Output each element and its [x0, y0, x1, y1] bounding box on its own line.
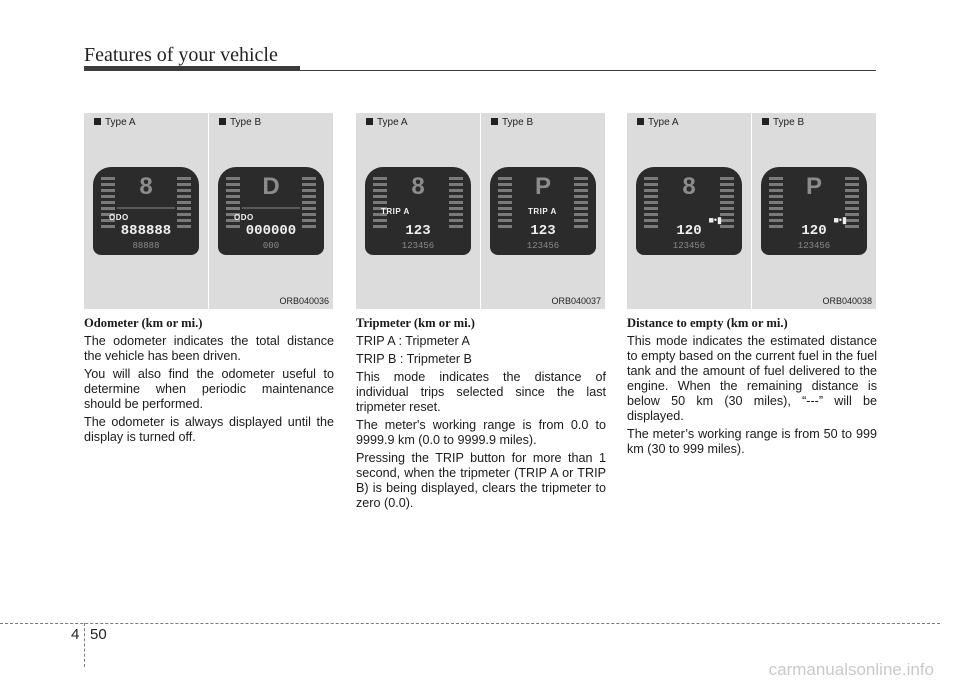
display-main-value: 123 — [405, 223, 431, 239]
square-bullet-icon — [637, 118, 644, 125]
cluster-display-illustration — [365, 167, 471, 255]
header-rule-thin — [300, 70, 876, 71]
lcd-segment — [242, 207, 300, 209]
type-b-label: Type B — [762, 117, 804, 128]
cluster-display-illustration — [761, 167, 867, 255]
type-a-label: Type A — [94, 117, 136, 128]
section-paragraph: This mode indicates the distance of individual trips selected since the last tripmeter reset. — [356, 370, 606, 414]
section-heading: Odometer (km or mi.) — [84, 316, 203, 330]
display-badge: ODO — [109, 213, 129, 222]
figure-odometer — [84, 113, 333, 309]
figure-type-a-panel — [356, 113, 480, 309]
type-b-label: Type B — [491, 117, 533, 128]
car-fuel-icon: ■•▮ — [708, 215, 722, 225]
figure-type-b-panel — [752, 113, 876, 309]
section-paragraph: The odometer indicates the total distance the vehicle has been driven. — [84, 334, 334, 363]
type-a-label: Type A — [366, 117, 408, 128]
section-paragraph: The odometer is always displayed until the display is turned off. — [84, 415, 334, 444]
display-main-value: 120 — [801, 223, 827, 239]
section-distance-to-empty — [627, 316, 877, 460]
car-fuel-icon: ■•▮ — [833, 215, 847, 225]
section-paragraph: The meter's working range is from 0.0 to 9999.9 km (0.0 to 9999.9 miles). — [356, 418, 606, 447]
section-heading: Distance to empty (km or mi.) — [627, 316, 788, 330]
figure-type-b-panel — [481, 113, 605, 309]
gear-indicator: 8 — [411, 173, 425, 200]
cluster-display-illustration — [93, 167, 199, 255]
section-paragraph: TRIP A : Tripmeter A — [356, 334, 470, 348]
lcd-segment — [117, 207, 175, 209]
display-badge: TRIP A — [381, 207, 410, 216]
cluster-display-illustration — [490, 167, 596, 255]
figure-type-b-panel — [209, 113, 333, 309]
square-bullet-icon — [94, 118, 101, 125]
section-odometer — [84, 316, 334, 448]
display-main-value: 000000 — [245, 223, 297, 239]
figure-code: ORB040038 — [822, 296, 872, 306]
square-bullet-icon — [762, 118, 769, 125]
display-sub-value: 123456 — [526, 241, 560, 251]
footer-rule — [0, 623, 940, 624]
section-tripmeter — [356, 316, 606, 514]
section-paragraph: You will also find the odometer useful to determine when periodic maintenance should be performed. — [84, 367, 334, 411]
section-paragraph: This mode indicates the estimated distance to empty based on the current fuel in the fuel tank and the amount of fuel delivered to the engine. When the remaining distance is below 50 km (30 miles), “---” will be displayed. — [627, 334, 877, 423]
page-number: 50 — [90, 626, 107, 643]
display-sub-value: 123456 — [797, 241, 831, 251]
display-badge: ODO — [234, 213, 254, 222]
footer-divider — [84, 623, 85, 667]
chapter-number: 4 — [71, 626, 80, 643]
display-main-value: 120 — [676, 223, 702, 239]
display-sub-value: 000 — [262, 241, 280, 251]
figure-type-a-panel — [627, 113, 751, 309]
figure-code: ORB040036 — [279, 296, 329, 306]
section-paragraph: TRIP B : Tripmeter B — [356, 352, 472, 366]
gear-indicator: P — [805, 173, 822, 200]
cluster-display-illustration — [636, 167, 742, 255]
type-a-label: Type A — [637, 117, 679, 128]
square-bullet-icon — [491, 118, 498, 125]
display-sub-value: 123456 — [672, 241, 706, 251]
figure-distance-to-empty — [627, 113, 876, 309]
display-main-value: 888888 — [120, 223, 172, 239]
type-b-label: Type B — [219, 117, 261, 128]
gear-indicator: P — [534, 173, 551, 200]
page-header-title: Features of your vehicle — [84, 44, 278, 66]
cluster-display-illustration — [218, 167, 324, 255]
display-main-value: 123 — [530, 223, 556, 239]
gear-indicator: 8 — [682, 173, 696, 200]
section-paragraph: Pressing the TRIP button for more than 1 second, when the tripmeter (TRIP A or TRIP B) is being displayed, clears the tripmeter to zero (0.0). — [356, 451, 606, 510]
watermark: carmanualsonline.info — [768, 660, 934, 679]
gear-indicator: 8 — [139, 173, 153, 200]
gear-indicator: D — [262, 173, 280, 200]
square-bullet-icon — [219, 118, 226, 125]
section-paragraph: The meter’s working range is from 50 to 999 km (30 to 999 miles). — [627, 427, 877, 456]
figure-tripmeter — [356, 113, 605, 309]
display-sub-value: 123456 — [401, 241, 435, 251]
square-bullet-icon — [366, 118, 373, 125]
figure-code: ORB040037 — [551, 296, 601, 306]
header-rule — [84, 66, 300, 71]
display-badge: TRIP A — [528, 207, 557, 216]
display-sub-value: 88888 — [132, 241, 160, 251]
figure-type-a-panel — [84, 113, 208, 309]
section-heading: Tripmeter (km or mi.) — [356, 316, 475, 330]
